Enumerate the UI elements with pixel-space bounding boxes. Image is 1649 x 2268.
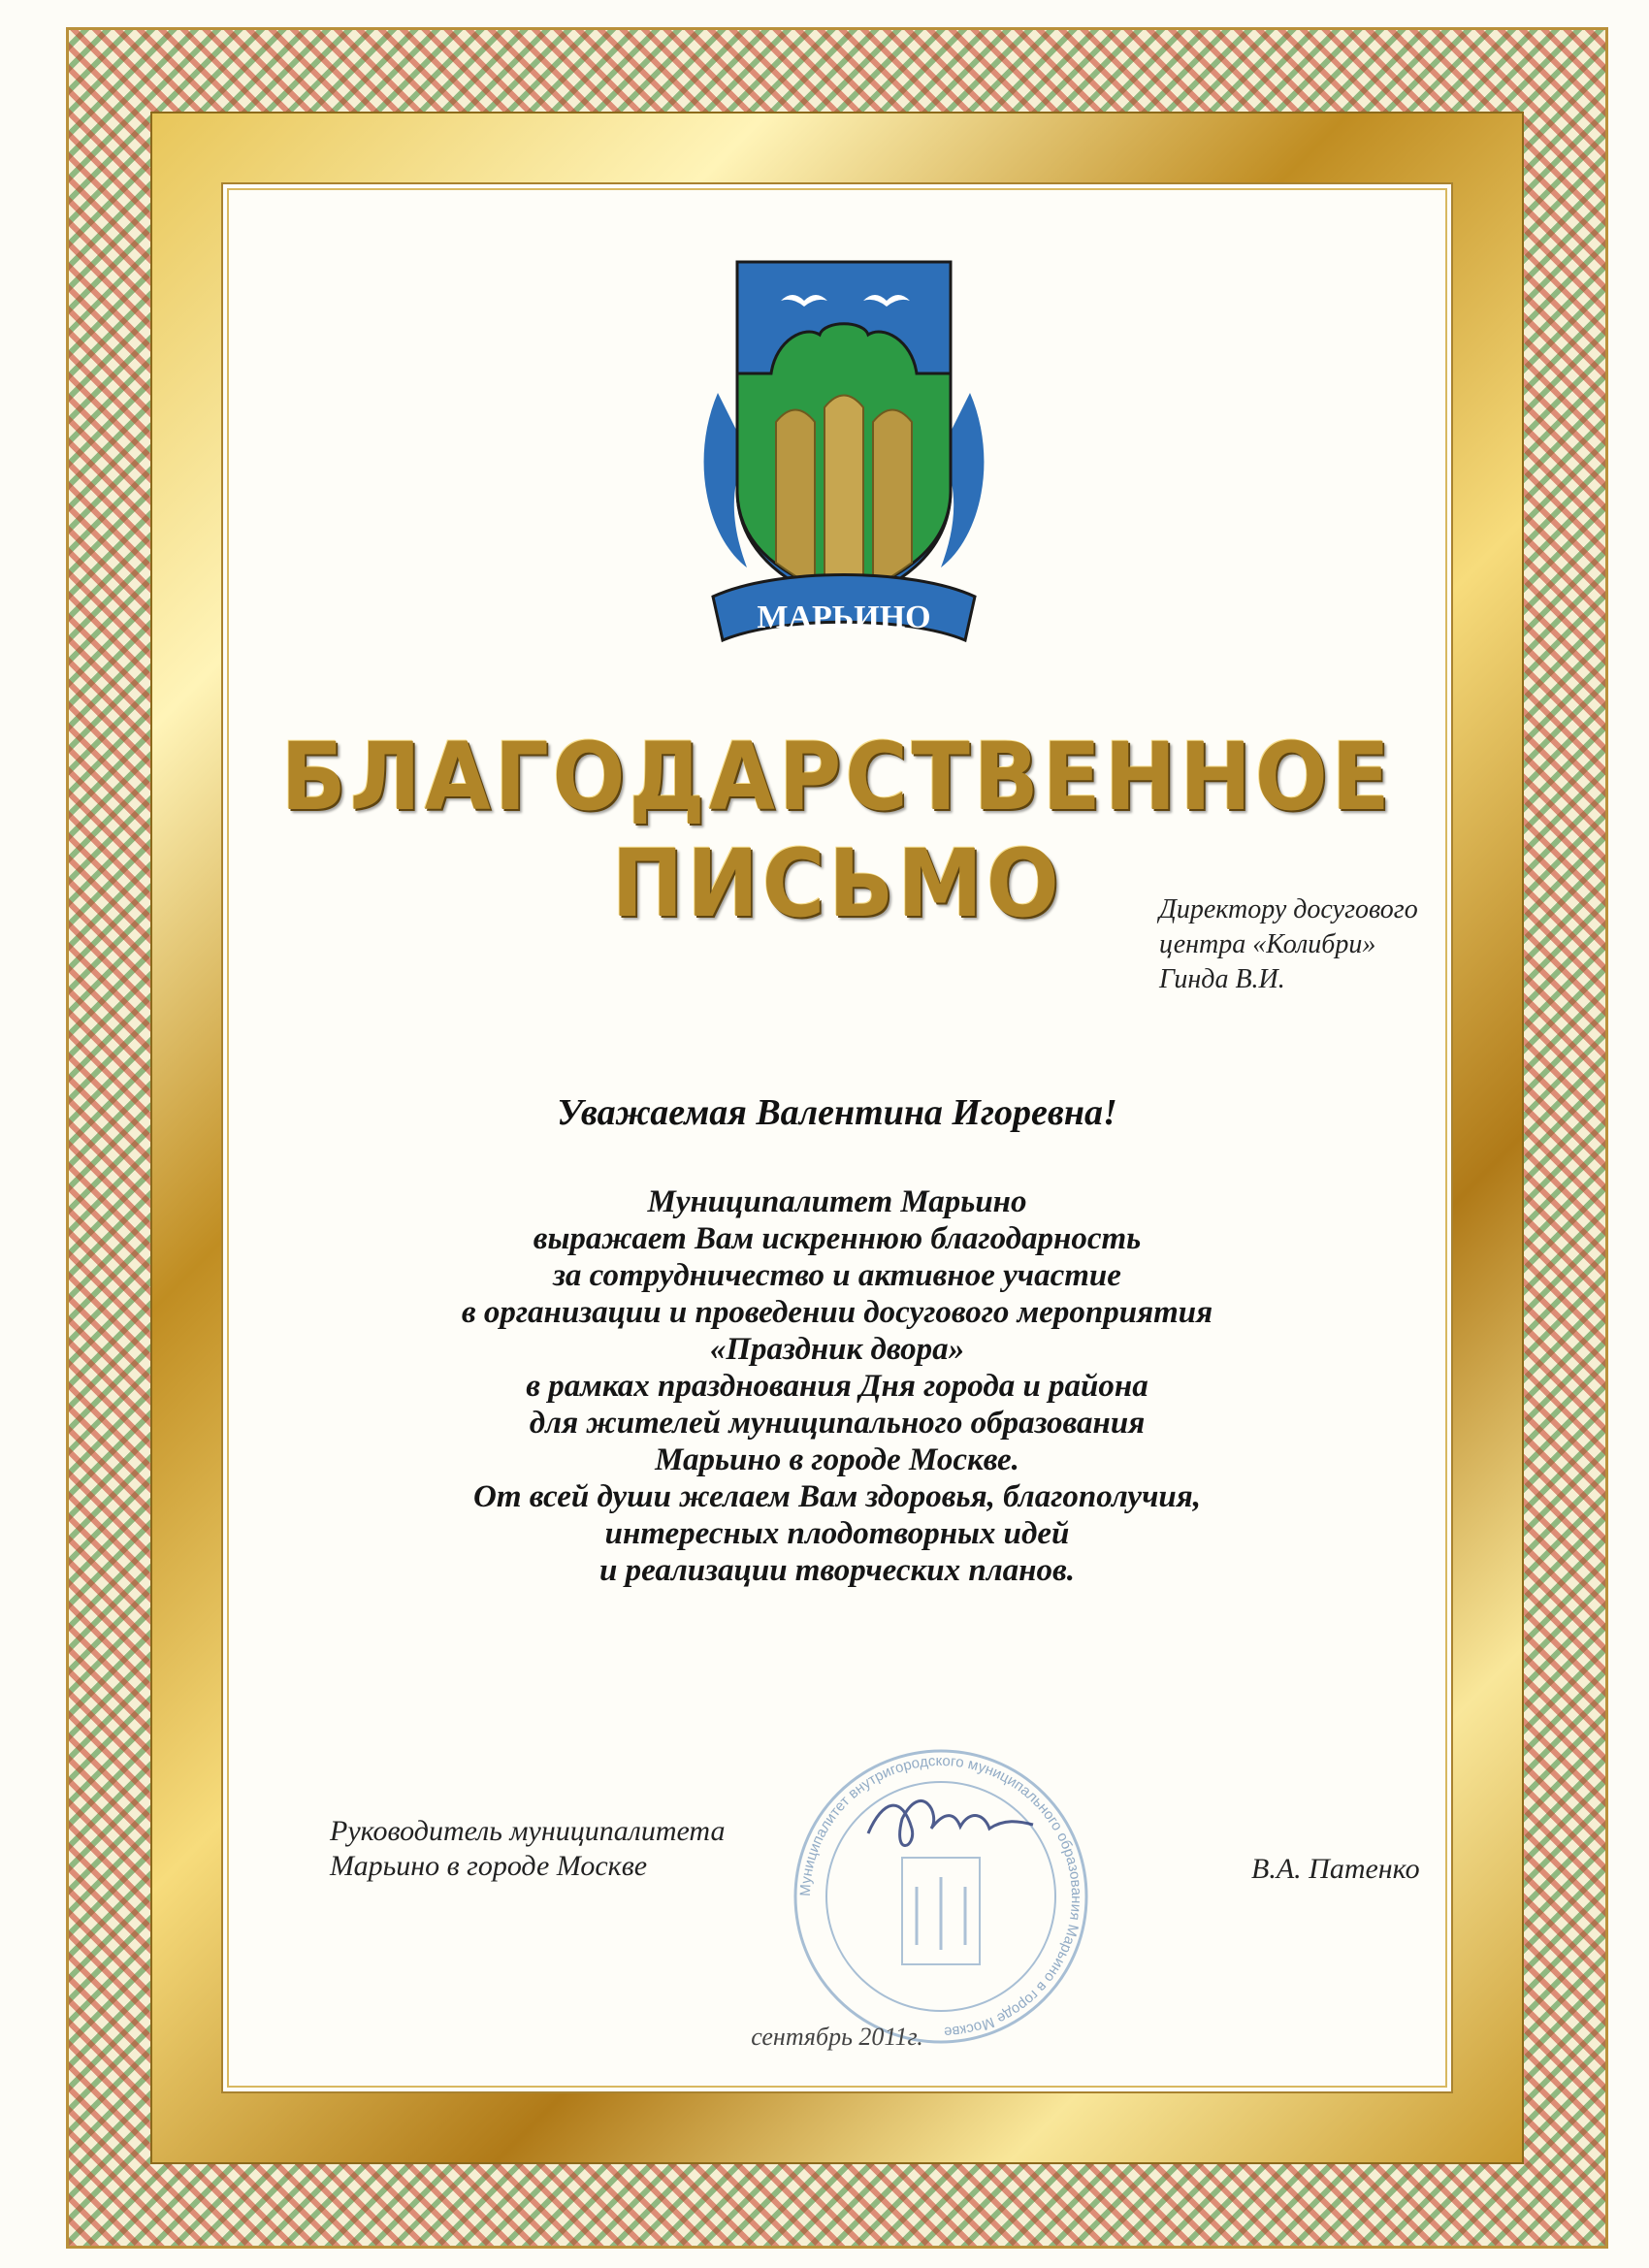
- body-line: выражает Вам искреннюю благодарность: [533, 1221, 1142, 1256]
- greeting: Уважаемая Валентина Игоревна!: [557, 1092, 1117, 1133]
- signatory-position-line: Руководитель муниципалитета: [330, 1815, 726, 1847]
- official-stamp-icon: [776, 1741, 1106, 2052]
- addressee-line: центра «Колибри»: [1159, 929, 1376, 959]
- title-line-2: ПИСЬМО: [611, 829, 1063, 938]
- body-line: в организации и проведении досугового мероприятия: [461, 1295, 1213, 1330]
- title-line-1: БЛАГОДАРСТВЕННОЕ: [280, 723, 1394, 831]
- body-line: «Праздник двора»: [709, 1332, 965, 1367]
- stamp-ring-text: Муниципалитет внутригородского муниципального образования Марьино в городе Москве: [796, 1752, 1085, 2041]
- body-line: От всей души желаем Вам здоровья, благополучия,: [473, 1479, 1201, 1514]
- body-line: для жителей муниципального образования: [529, 1406, 1146, 1441]
- addressee-line: Гинда В.И.: [1159, 964, 1285, 994]
- addressee-line: Директору досугового: [1159, 894, 1418, 924]
- body-line: Марьино в городе Москве.: [655, 1442, 1019, 1477]
- body-line: интересных плодотворных идей: [604, 1516, 1070, 1551]
- addressee-block: [1159, 892, 1508, 997]
- emblem-label: МАРЬИНО: [757, 599, 931, 635]
- signatory-position-line: Марьино в городе Москве: [330, 1850, 648, 1882]
- signatory-name: В.А. Патенко: [1251, 1853, 1420, 1885]
- letter-body: [221, 1183, 1453, 1589]
- marino-coat-of-arms-icon: [679, 247, 1009, 655]
- issue-date: сентябрь 2011г.: [751, 2023, 923, 2051]
- body-line: в рамках празднования Дня города и района: [526, 1369, 1148, 1404]
- signatory-position: [330, 1814, 912, 1884]
- body-line: Муниципалитет Марьино: [647, 1184, 1027, 1219]
- body-line: за сотрудничество и активное участие: [553, 1258, 1121, 1293]
- body-line: и реализации творческих планов.: [599, 1553, 1075, 1588]
